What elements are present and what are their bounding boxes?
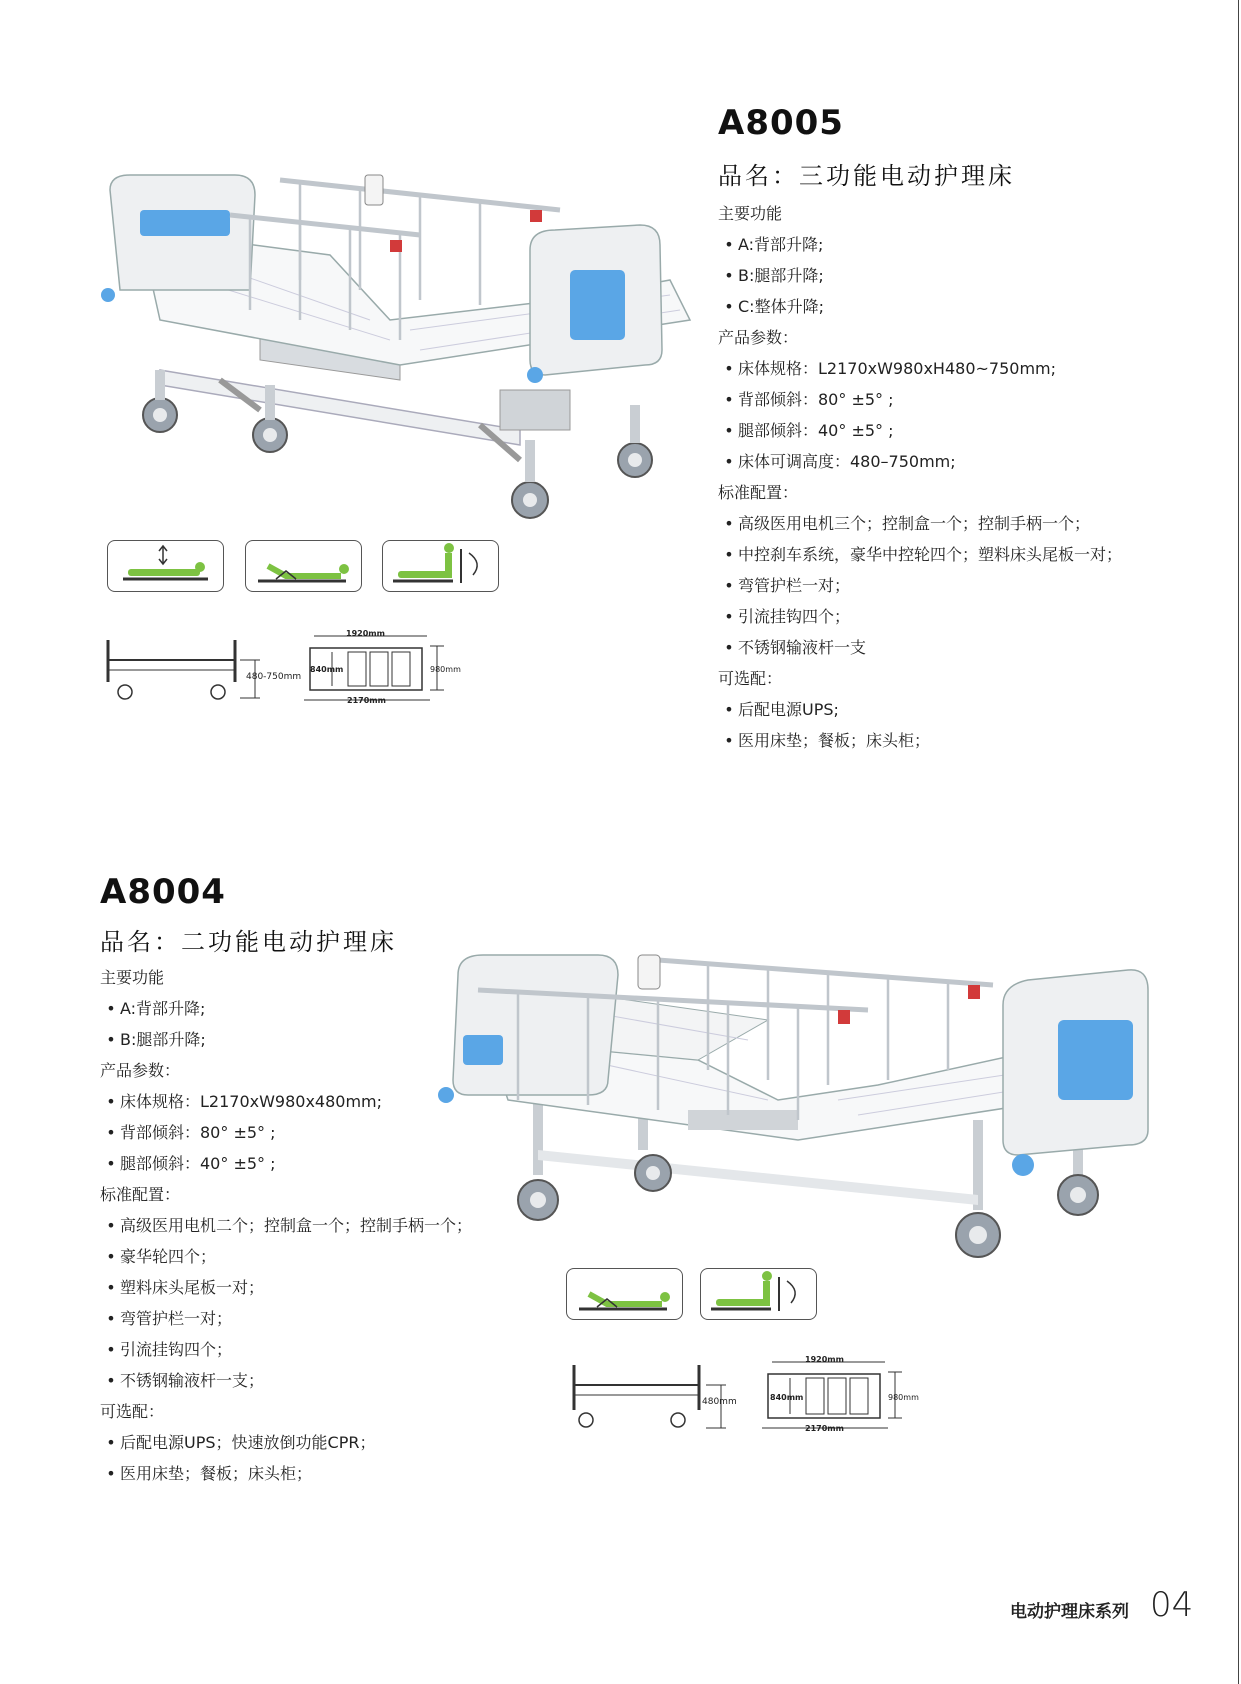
spec-heading: 主要功能 <box>718 204 783 223</box>
spec-heading: 可选配： <box>718 669 783 688</box>
spec-item: • 高级医用电机二个；控制盒一个；控制手柄一个； <box>100 1210 472 1241</box>
spec-item: • 后配电源UPS；快速放倒功能CPR； <box>100 1427 472 1458</box>
icon-leg-lift <box>245 540 362 592</box>
spec-item: • 引流挂钩四个； <box>718 601 1122 632</box>
spec-heading: 产品参数： <box>100 1061 181 1080</box>
product2-length-label: 1920mm <box>805 1355 844 1364</box>
product2-name: 品名：二功能电动护理床 <box>100 928 397 956</box>
spec-item: • A:背部升降; <box>100 993 472 1024</box>
back-lift-icon <box>701 1269 816 1319</box>
product2-total-label: 2170mm <box>805 1424 844 1433</box>
spec-item: • A:背部升降; <box>718 229 1122 260</box>
spec-item: • B:腿部升降; <box>100 1024 472 1055</box>
icon-whole-lift <box>107 540 224 592</box>
product1-bed-image <box>100 170 720 530</box>
page-number: 04 <box>1150 1585 1194 1625</box>
spec-item: • 背部倾斜：80° ±5° ; <box>100 1117 472 1148</box>
icon-leg-lift-2 <box>566 1268 683 1320</box>
spec-item: • 引流挂钩四个； <box>100 1334 472 1365</box>
spec-item: • 床体规格：L2170xW980xH480~750mm; <box>718 353 1122 384</box>
product1-name: 品名：三功能电动护理床 <box>718 162 1015 190</box>
product1-width-label: 980mm <box>430 665 461 674</box>
back-lift-icon <box>383 541 498 591</box>
spec-item: • 塑料床头尾板一对； <box>100 1272 472 1303</box>
spec-item: • C:整体升降; <box>718 291 1122 322</box>
footer-series-label: 电动护理床系列 <box>1010 1602 1129 1622</box>
spec-item: • 不锈钢输液杆一支； <box>100 1365 472 1396</box>
spec-item: • 床体规格：L2170xW980x480mm; <box>100 1086 472 1117</box>
spec-heading: 可选配： <box>100 1402 165 1421</box>
product1-inner-label: 840mm <box>310 665 344 674</box>
product2-spec-list <box>100 962 472 1489</box>
spec-item: • 高级医用电机三个；控制盒一个；控制手柄一个； <box>718 508 1122 539</box>
spec-heading: 标准配置： <box>100 1185 181 1204</box>
spec-heading: 产品参数： <box>718 328 799 347</box>
spec-item: • 背部倾斜：80° ±5° ; <box>718 384 1122 415</box>
spec-item: • 腿部倾斜：40° ±5° ; <box>100 1148 472 1179</box>
product1-total-label: 2170mm <box>347 696 386 705</box>
spec-item: • 腿部倾斜：40° ±5° ; <box>718 415 1122 446</box>
spec-item: • 中控刹车系统，豪华中控轮四个；塑料床头尾板一对； <box>718 539 1122 570</box>
spec-heading: 主要功能 <box>100 968 165 987</box>
spec-item: • 弯管护栏一对； <box>100 1303 472 1334</box>
whole-lift-icon <box>108 541 223 591</box>
product2-model: A8004 <box>100 872 226 912</box>
product1-length-label: 1920mm <box>346 629 385 638</box>
spec-item: • 医用床垫；餐板；床头柜； <box>100 1458 472 1489</box>
spec-item: • B:腿部升降; <box>718 260 1122 291</box>
product2-bed-image <box>438 950 1158 1300</box>
spec-item: • 豪华轮四个； <box>100 1241 472 1272</box>
icon-back-lift-2 <box>700 1268 817 1320</box>
spec-item: • 弯管护栏一对； <box>718 570 1122 601</box>
spec-item: • 后配电源UPS; <box>718 694 1122 725</box>
page-edge-line <box>1238 0 1239 1684</box>
product2-inner-label: 840mm <box>770 1393 804 1402</box>
product2-width-label: 980mm <box>888 1393 919 1402</box>
product1-side-dimension <box>100 630 300 710</box>
spec-item: • 医用床垫；餐板；床头柜； <box>718 725 1122 756</box>
spec-heading: 标准配置： <box>718 483 799 502</box>
spec-item: • 床体可调高度：480–750mm; <box>718 446 1122 477</box>
icon-back-lift <box>382 540 499 592</box>
leg-lift-icon <box>567 1269 682 1319</box>
leg-lift-icon <box>246 541 361 591</box>
product1-height-label: 480-750mm <box>246 672 302 682</box>
product1-model: A8005 <box>718 103 844 143</box>
spec-item: • 不锈钢输液杆一支 <box>718 632 1122 663</box>
product2-height-label: 480mm <box>702 1397 737 1407</box>
product1-spec-list <box>718 198 1122 756</box>
